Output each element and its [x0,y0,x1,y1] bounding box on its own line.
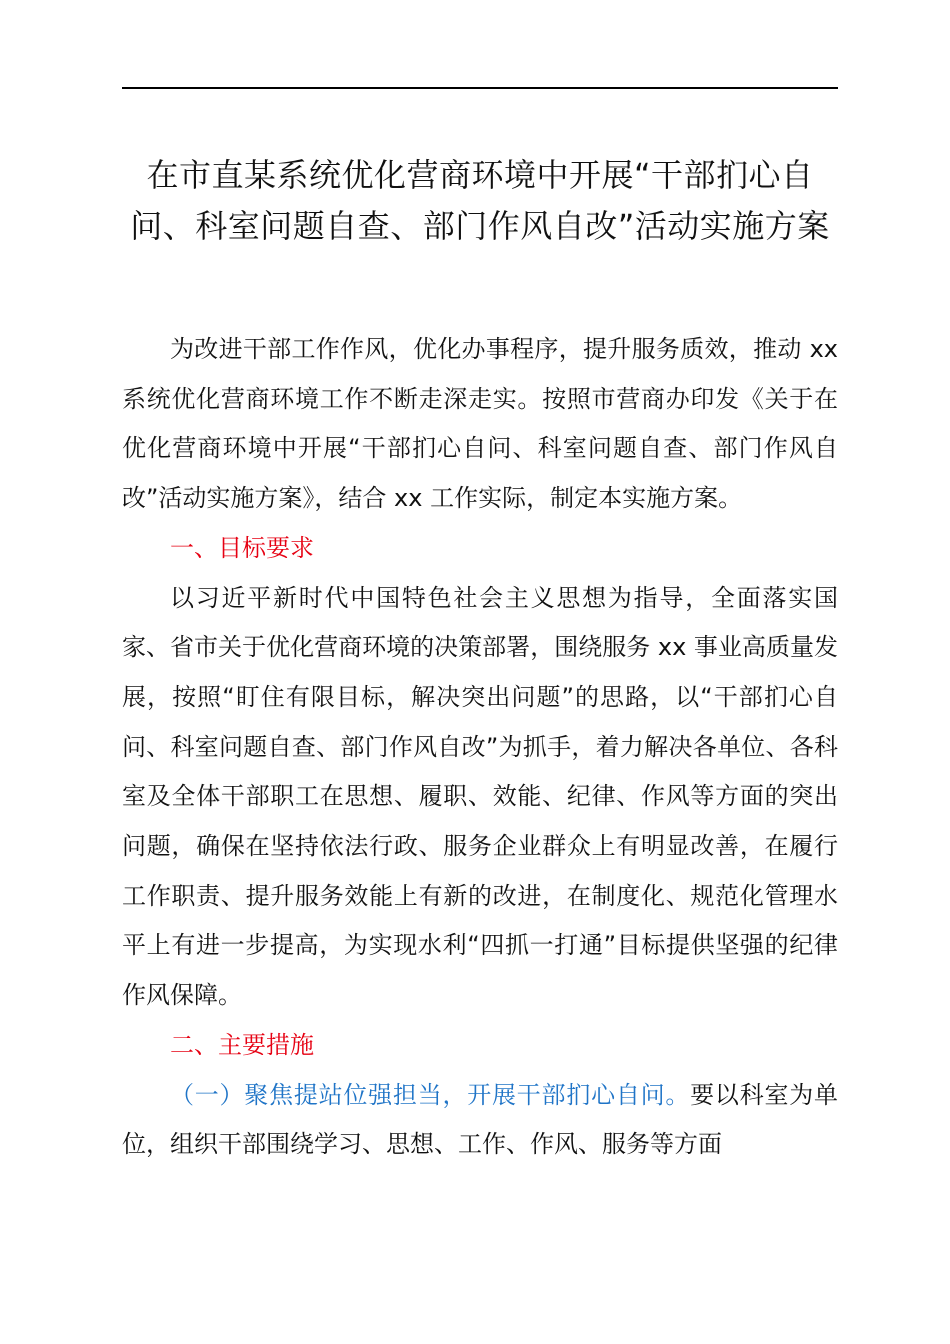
section-heading-measures: 二、主要措施 [170,1030,314,1059]
goals-paragraph: 以习近平新时代中国特色社会主义思想为指导，全面落实国家、省市关于优化营商环境的决策部署，围绕服务 xx 事业高质量发展，按照“盯住有限目标，解决突出问题”的思路，以“干部扪心自问、科室问题自查、部门作风自改”为抓手，着力解决各单位、各科室及全体干部职工在思想、履职、效能、纪律、作风等方面的突出问题，确保在坚持依法行政、服务企业群众上有明显改善，在履行工作职责、提升服务效能上有新的改进，在制度化、规范化管理水平上有进一步提高，为实现水利“四抓一打通”目标提供坚强的纪律作风保障。 [122,583,838,1010]
header-rule [122,87,838,89]
document-title: 在市直某系统优化营商环境中开展“干部扪心自问、科室问题自查、部门作风自改”活动实施方案 [130,156,830,245]
measure-1-heading: （一）聚焦提站位强担当，开展干部扪心自问。 [170,1080,691,1109]
intro-paragraph: 为改进干部工作作风，优化办事程序，提升服务质效，推动 xx 系统优化营商环境工作不断走深走实。按照市营商办印发《关于在优化营商环境中开展“干部扪心自问、科室问题自查、部门作风自改”活动实施方案》，结合 xx 工作实际，制定本实施方案。 [122,335,838,513]
document-body [122,325,838,1170]
measure-1-text: 要以科室为单位，组织干部围绕学习、思想、工作、作风、服务等方面 [122,1080,839,1159]
measure-1-paragraph [122,1071,838,1170]
section-heading-goals: 一、目标要求 [170,533,314,562]
